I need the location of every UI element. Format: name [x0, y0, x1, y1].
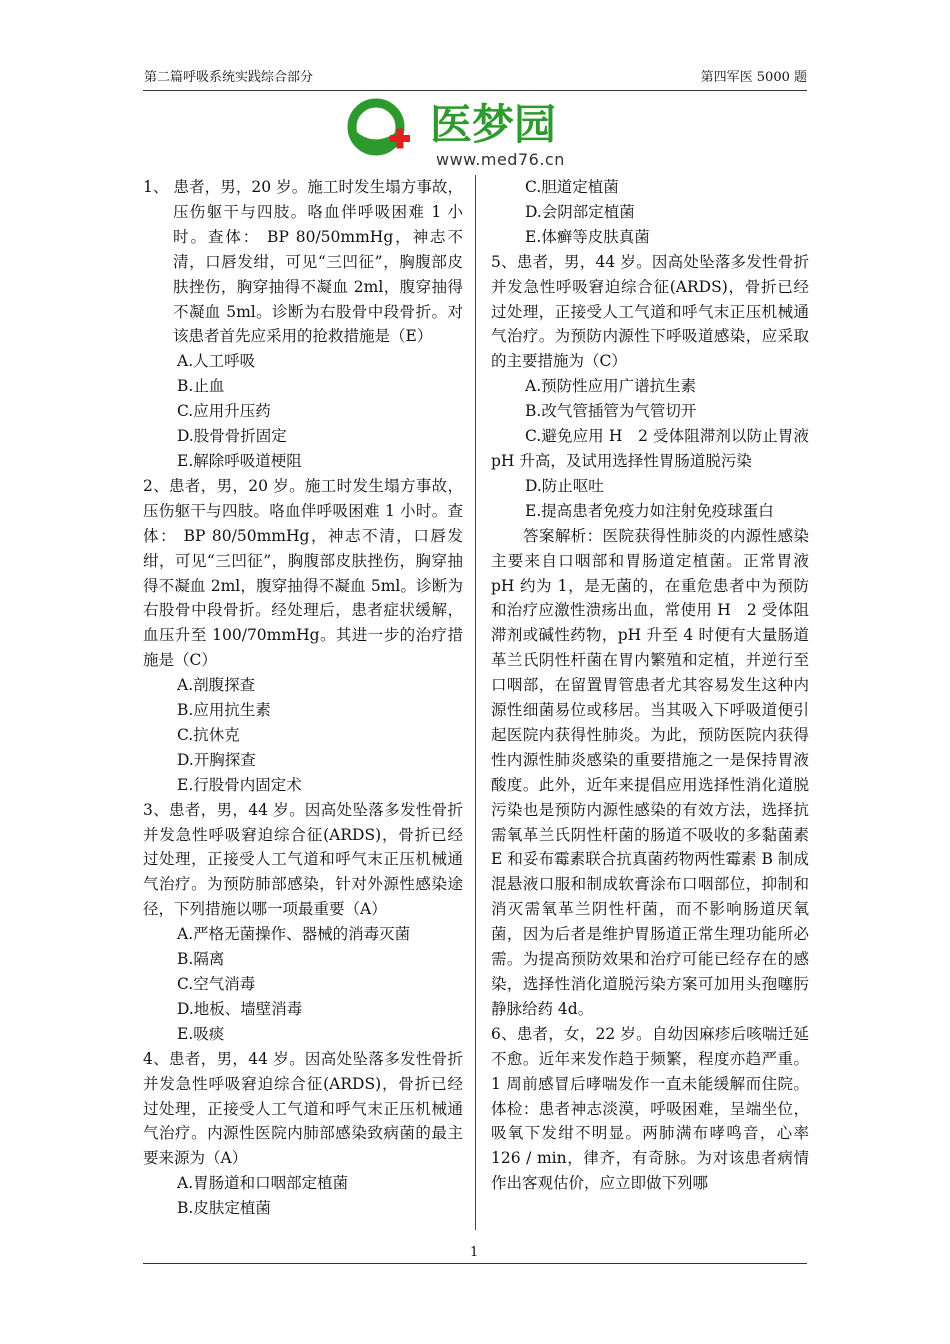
question-1-option-b: B.止血	[177, 377, 225, 396]
question-5-option-b: B.改气管插管为气管切开	[525, 402, 697, 421]
question-4-option-b: B.皮肤定植菌	[177, 1199, 271, 1218]
question-3-option-b: B.隔离	[177, 950, 225, 969]
question-2-option-d: D.开胸探查	[177, 750, 256, 769]
question-5-analysis: 答案解析：医院获得性肺炎的内源性感染主要来自口咽部和胃肠道定植菌。正常胃液 pH 约为 1，是无菌的，在重危患者中为预防和治疗应激性溃疡出血，常使用 H 2 受体阻滞剂或碱性药物，pH 升至 4 时便有大量肠道革兰氏阴性杆菌在胃内繁殖和定植，并逆行至口咽部，在留置胃管患者尤其容易发生这种内源性细菌易位或移居。当其吸入下呼吸道便引起医院内获得性肺炎。为此，预防医院内获得性内源性肺炎感染的重要措施之一是保持胃液酸度。此外，近年来提倡应用选择性消化道脱污染也是预防内源性感染的有效方法，选择抗需氧革兰氏阴性杆菌的肠道不吸收的多黏菌素 E 和妥布霉素联合抗真菌药物两性霉素 B 制成混悬液口服和制成软膏涂布口咽部位，抑制和消灭需氧革兰阴性杆菌，而不影响肠道厌氧菌，因为后者是维护胃肠道正常生理功能所必需。为提高预防效果和治疗可能已经存在的感染，选择性消化道脱污染方案可加用头孢噻肟静脉给药 4d。	[491, 526, 809, 1018]
question-1-stem: 1、 患者，男，20 岁。施工时发生塌方事故，压伤躯干与四肢。咯血伴呼吸困难 1 小时。查体： BP 80/50mmHg，神志不清，口唇发绀，可见“三凹征”，胸腹部皮肤挫伤，胸穿抽得不凝血 2ml，腹穿抽得不凝血 5ml。诊断为右股骨中段骨折。对该患者首先应采用的抢救措施是（E）	[143, 178, 463, 346]
question-1-option-a: A.人工呼吸	[177, 352, 256, 371]
question-2-option-b: B.应用抗生素	[177, 701, 271, 720]
question-4-option-d: D.会阴部定植菌	[525, 202, 635, 221]
question-4-option-e: E.体癣等皮肤真菌	[525, 227, 650, 246]
question-5-option-c: C.避免应用 H 2 受体阻滞剂以防止胃液 pH 升高，及试用选择性胃肠道脱污染	[491, 427, 809, 470]
question-3-option-e: E.吸痰	[177, 1024, 225, 1043]
question-2-option-e: E.行股骨内固定术	[177, 775, 302, 794]
question-3-option-d: D.地板、墙壁消毒	[177, 999, 303, 1018]
logo-lettering: 医梦园	[430, 100, 557, 149]
logo-cross-v	[397, 129, 404, 149]
question-5-option-d: D.防止呕吐	[525, 476, 604, 495]
logo-url: www.med76.cn	[436, 150, 565, 169]
left-column	[143, 175, 463, 1221]
question-5-option-a: A.预防性应用广谱抗生素	[525, 377, 697, 396]
question-1-option-e: E.解除呼吸道梗阻	[177, 451, 302, 470]
header-rule	[143, 90, 807, 91]
question-4-stem: 4、患者，男，44 岁。因高处坠落多发性骨折并发急性呼吸窘迫综合征(ARDS)，骨折已经过处理，正接受人工气道和呼气末正压机械通气治疗。内源性医院内肺部感染致病菌的最主要来源为（A）	[143, 1049, 463, 1168]
question-6-stem: 6、患者，女，22 岁。自幼因麻疹后咳喘迁延不愈。近年来发作趋于频繁，程度亦趋严重。1 周前感冒后哮喘发作一直未能缓解而住院。体检：患者神志淡漠，呼吸困难，呈端坐位，吸氧下发绀不明显。两肺满布哮鸣音，心率 126 / min，律齐，有奇脉。为对该患者病情作出客观估价，应立即做下列哪	[491, 1024, 809, 1193]
question-2-option-a: A.剖腹探查	[177, 676, 256, 695]
question-4-option-c: C.胆道定植菌	[525, 178, 619, 196]
question-3-option-a: A.严格无菌操作、器械的消毒灭菌	[177, 925, 411, 944]
question-5-option-e: E.提高患者免疫力如注射免疫球蛋白	[525, 501, 774, 520]
question-2-option-c: C.抗休克	[177, 725, 240, 744]
question-5-stem: 5、患者，男，44 岁。因高处坠落多发性骨折并发急性呼吸窘迫综合征(ARDS)，骨折已经过处理，正接受人工气道和呼气末正压机械通气治疗。为预防内源性下呼吸道感染，应采取的主要措施为（C）	[491, 252, 809, 371]
question-3-option-c: C.空气消毒	[177, 975, 256, 993]
question-2-stem: 2、患者，男，20 岁。施工时发生塌方事故，压伤躯干与四肢。咯血伴呼吸困难 1 小时。查体： BP 80/50mmHg，神志不清，口唇发绀，可见“三凹征”，胸腹部皮肤挫伤，胸穿抽得不凝血 2ml，腹穿抽得不凝血 5ml。诊断为右股骨中段骨折。经处理后，患者症状缓解，血压升至 100/70mmHg。其进一步的治疗措施是（C）	[143, 476, 463, 670]
header-section-title: 第二篇呼吸系统实践综合部分	[144, 70, 314, 85]
header-book-title: 第四军医 5000 题	[700, 70, 807, 85]
column-divider	[475, 175, 476, 1230]
question-1-option-d: D.股骨骨折固定	[177, 427, 287, 446]
footer-rule	[143, 1263, 807, 1264]
question-1-option-c: C.应用升压药	[177, 402, 271, 421]
question-3-stem: 3、患者，男，44 岁。因高处坠落多发性骨折并发急性呼吸窘迫综合征(ARDS)，骨折已经过处理，正接受人工气道和呼气末正压机械通气治疗。为预防肺部感染，针对外源性感染途径，下列措施以哪一项最重要（A）	[143, 800, 463, 919]
right-column	[491, 175, 809, 1196]
question-4-option-a: A.胃肠道和口咽部定植菌	[177, 1174, 349, 1193]
page-number: 1	[470, 1245, 479, 1260]
